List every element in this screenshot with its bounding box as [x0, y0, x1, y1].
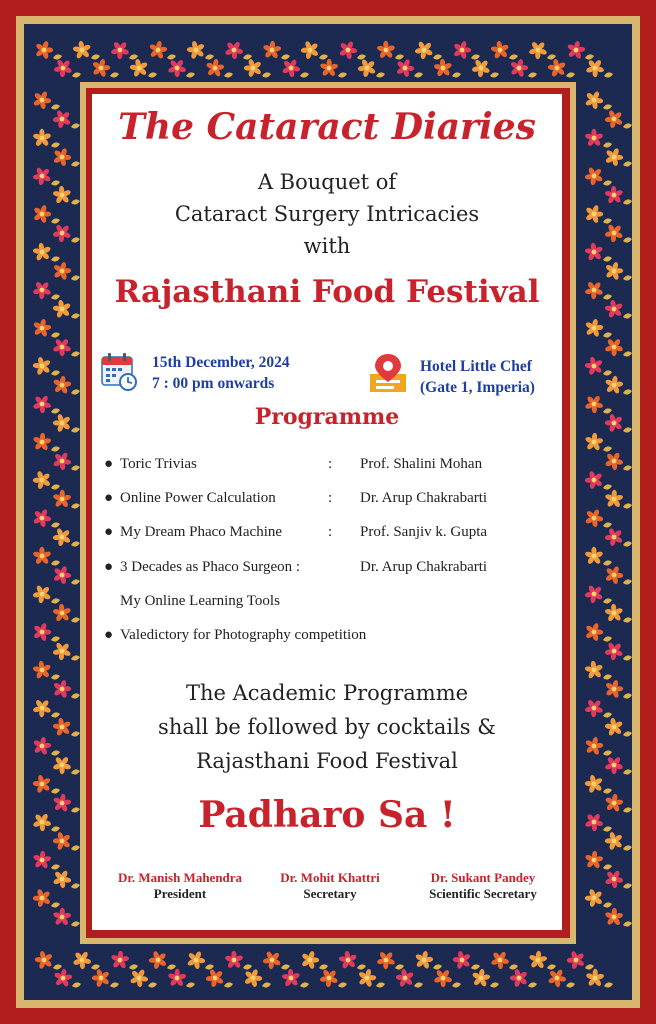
floral-motif-icon — [585, 59, 613, 78]
floral-motif-icon — [433, 59, 461, 78]
floral-motif-icon — [585, 204, 612, 223]
subtitle-line-2: Cataract Surgery Intricacies — [174, 202, 480, 226]
floral-motif-icon — [604, 490, 632, 509]
floral-motif-icon — [33, 470, 60, 489]
floral-motif-icon — [567, 40, 594, 59]
calendar-icon — [100, 352, 138, 392]
floral-motif-icon — [53, 452, 80, 471]
floral-motif-icon — [585, 888, 612, 907]
academic-line-2: shall be followed by cocktails & — [158, 715, 496, 739]
floral-motif-icon — [604, 908, 632, 927]
floral-motif-icon — [187, 40, 214, 59]
floral-motif-icon — [585, 851, 612, 870]
floral-motif-icon — [604, 604, 632, 623]
floral-motif-icon — [585, 470, 612, 489]
floral-motif-icon — [604, 224, 632, 243]
floral-motif-icon — [529, 951, 556, 970]
floral-motif-icon — [32, 547, 60, 566]
signatory-scientific-secretary — [408, 870, 558, 902]
floral-motif-icon — [52, 756, 80, 775]
subtitle-line-1: A Bouquet of — [257, 170, 397, 194]
signatory-role: Scientific Secretary — [429, 886, 537, 901]
floral-motif-icon — [149, 950, 176, 969]
floral-motif-icon — [225, 41, 252, 60]
floral-motif-icon — [53, 299, 80, 318]
floral-motif-icon — [605, 148, 632, 167]
floral-motif-icon — [167, 59, 195, 78]
venue-name: Hotel Little Chef — [420, 358, 532, 375]
floral-motif-icon — [338, 951, 366, 970]
floral-motif-icon — [111, 951, 138, 970]
floral-motif-icon — [53, 261, 80, 280]
bullet-icon: ● — [104, 490, 114, 506]
floral-motif-icon — [33, 356, 60, 375]
floral-motif-icon — [567, 950, 594, 969]
programme-speaker: Prof. Sanjiv k. Gupta — [360, 524, 488, 540]
floral-motif-icon — [415, 950, 442, 969]
floral-motif-icon — [32, 129, 60, 148]
signatory-secretary — [260, 870, 400, 902]
floral-motif-icon — [605, 452, 632, 471]
programme-speaker: Prof. Shalini Mohan — [360, 456, 483, 472]
programme-speaker: Dr. Arup Chakrabarti — [360, 490, 488, 506]
floral-motif-icon — [471, 59, 499, 78]
floral-motif-icon — [53, 717, 80, 736]
closing-greeting: Padharo Sa ! — [198, 794, 456, 836]
floral-motif-icon — [33, 585, 60, 604]
floral-motif-icon — [584, 395, 612, 414]
floral-motif-icon — [92, 968, 119, 987]
bullet-icon: ● — [104, 559, 114, 575]
programme-topic: Valedictory for Photography competition — [120, 627, 367, 643]
signatory-role: Secretary — [303, 886, 357, 901]
floral-motif-icon — [53, 679, 80, 698]
floral-motif-icon — [149, 40, 176, 59]
floral-motif-icon — [53, 59, 81, 78]
floral-motif-icon — [604, 756, 632, 775]
floral-motif-icon — [585, 774, 612, 793]
floral-motif-icon — [585, 91, 612, 110]
floral-motif-icon — [376, 951, 404, 970]
floral-motif-icon — [605, 376, 632, 395]
floral-motif-icon — [73, 951, 100, 970]
floral-motif-icon — [53, 528, 80, 547]
academic-note — [92, 676, 562, 778]
festival-heading: Rajasthani Food Festival — [114, 274, 540, 310]
floral-motif-icon — [453, 40, 480, 59]
floral-motif-icon — [224, 951, 252, 970]
floral-motif-icon — [52, 186, 80, 205]
floral-motif-icon — [35, 950, 62, 969]
floral-motif-icon — [35, 40, 62, 59]
floral-motif-icon — [585, 622, 612, 641]
floral-motif-icon — [187, 951, 214, 970]
floral-motif-icon — [282, 59, 309, 78]
floral-motif-icon — [584, 281, 612, 300]
floral-motif-icon — [52, 642, 80, 661]
event-date: 15th December, 2024 — [152, 354, 290, 371]
floral-motif-icon — [604, 186, 632, 205]
floral-motif-icon — [433, 969, 461, 988]
floral-motif-icon — [32, 661, 60, 680]
floral-motif-icon — [605, 679, 632, 698]
floral-motif-icon — [528, 41, 556, 60]
floral-motif-icon — [604, 338, 632, 357]
floral-motif-icon — [167, 969, 195, 988]
floral-motif-icon — [585, 969, 613, 988]
floral-motif-icon — [301, 40, 328, 59]
floral-motif-icon — [339, 41, 366, 60]
floral-motif-icon — [52, 490, 80, 509]
floral-motif-icon — [110, 41, 138, 60]
floral-motif-icon — [53, 870, 80, 889]
poster-title: The Cataract Diaries — [118, 106, 536, 148]
floral-motif-icon — [585, 318, 612, 337]
bullet-icon: ● — [104, 524, 114, 540]
floral-motif-icon — [32, 813, 60, 832]
programme-heading: Programme — [254, 404, 400, 430]
floral-motif-icon — [584, 243, 612, 262]
floral-motif-icon — [584, 661, 612, 680]
floral-motif-icon — [32, 395, 60, 414]
venue-detail: (Gate 1, Imperia) — [420, 379, 535, 396]
floral-motif-icon — [605, 831, 632, 850]
floral-motif-icon — [605, 793, 632, 812]
bullet-icon: ● — [104, 456, 114, 472]
floral-motif-icon — [52, 908, 80, 927]
signatory-president — [100, 870, 260, 902]
floral-motif-icon — [33, 167, 60, 186]
floral-motif-icon — [244, 58, 271, 77]
floral-motif-icon — [206, 969, 233, 988]
floral-motif-icon — [604, 642, 632, 661]
floral-motif-icon — [33, 318, 60, 337]
floral-motif-icon — [33, 91, 60, 110]
programme-topic: Toric Trivias — [120, 456, 197, 472]
floral-motif-icon — [72, 41, 100, 60]
floral-motif-icon — [53, 147, 80, 166]
floral-motif-icon — [358, 968, 385, 987]
programme-topic: My Dream Phaco Machine — [120, 524, 283, 540]
floral-motif-icon — [605, 528, 632, 547]
floral-motif-icon — [585, 356, 612, 375]
floral-motif-icon — [584, 129, 612, 148]
programme-colon: : — [328, 490, 333, 506]
floral-motif-icon — [281, 969, 309, 988]
floral-motif-icon — [548, 969, 575, 988]
event-datetime — [152, 352, 290, 394]
programme-topic: My Online Learning Tools — [120, 593, 280, 609]
floral-motif-icon — [414, 41, 442, 60]
floral-motif-icon — [548, 58, 575, 77]
floral-motif-icon — [54, 969, 81, 988]
floral-motif-icon — [585, 585, 612, 604]
programme-topic: 3 Decades as Phaco Surgeon : — [120, 559, 301, 575]
floral-motif-icon — [32, 699, 60, 718]
floral-motif-icon — [605, 413, 632, 432]
location-pin-icon — [366, 352, 410, 394]
floral-motif-icon — [53, 413, 80, 432]
poster-content — [92, 94, 562, 930]
floral-motif-icon — [319, 969, 347, 988]
floral-motif-icon — [585, 433, 612, 452]
floral-motif-icon — [52, 338, 80, 357]
floral-motif-icon — [33, 622, 60, 641]
floral-motif-icon — [605, 299, 632, 318]
floral-motif-icon — [32, 243, 60, 262]
floral-motif-icon — [52, 604, 80, 623]
floral-motif-icon — [605, 261, 632, 280]
programme-colon: : — [328, 524, 333, 540]
floral-motif-icon — [130, 969, 157, 988]
subtitle-line-3: with — [303, 234, 351, 258]
floral-motif-icon — [605, 717, 632, 736]
floral-motif-icon — [53, 565, 80, 584]
event-time: 7 : 00 pm onwards — [152, 375, 275, 392]
floral-motif-icon — [53, 376, 80, 395]
floral-motif-icon — [605, 566, 632, 585]
floral-motif-icon — [33, 736, 60, 755]
floral-motif-icon — [510, 968, 537, 987]
signatory-name: Dr. Mohit Khattri — [280, 870, 380, 885]
floral-motif-icon — [53, 831, 80, 850]
floral-motif-icon — [510, 58, 537, 77]
floral-motif-icon — [130, 58, 157, 77]
floral-motif-icon — [52, 224, 80, 243]
signatory-name: Dr. Sukant Pandey — [430, 870, 536, 885]
floral-motif-icon — [33, 888, 60, 907]
floral-motif-icon — [453, 950, 480, 969]
academic-line-1: The Academic Programme — [185, 681, 469, 705]
floral-motif-icon — [33, 509, 60, 528]
floral-motif-icon — [92, 58, 119, 77]
floral-motif-icon — [584, 547, 612, 566]
floral-motif-icon — [33, 204, 60, 223]
floral-motif-icon — [53, 794, 80, 813]
event-venue — [420, 356, 535, 398]
bullet-icon: ● — [104, 627, 114, 643]
floral-motif-icon — [585, 736, 612, 755]
floral-motif-icon — [319, 59, 347, 78]
signatory-role: President — [153, 886, 207, 901]
floral-motif-icon — [584, 699, 612, 718]
floral-motif-icon — [585, 167, 612, 186]
floral-motif-icon — [263, 41, 290, 60]
academic-line-3: Rajasthani Food Festival — [196, 749, 458, 773]
floral-motif-icon — [33, 851, 60, 870]
floral-motif-icon — [376, 41, 404, 60]
floral-motif-icon — [490, 41, 518, 60]
floral-motif-icon — [396, 58, 423, 77]
floral-motif-icon — [32, 281, 60, 300]
floral-motif-icon — [396, 968, 423, 987]
floral-motif-icon — [358, 59, 385, 78]
floral-motif-icon — [491, 951, 518, 970]
floral-motif-icon — [585, 509, 612, 528]
floral-motif-icon — [33, 433, 60, 452]
programme-colon: : — [328, 456, 333, 472]
floral-motif-icon — [262, 951, 290, 970]
floral-motif-icon — [301, 950, 328, 969]
floral-motif-icon — [605, 870, 632, 889]
programme-topic: Online Power Calculation — [120, 490, 276, 506]
floral-motif-icon — [53, 110, 80, 129]
programme-speaker: Dr. Arup Chakrabarti — [360, 559, 488, 575]
floral-motif-icon — [472, 969, 499, 988]
floral-motif-icon — [206, 59, 233, 78]
floral-motif-icon — [33, 774, 60, 793]
floral-motif-icon — [244, 968, 271, 987]
floral-motif-icon — [584, 813, 612, 832]
signatory-name: Dr. Manish Mahendra — [117, 870, 243, 885]
floral-motif-icon — [605, 110, 632, 129]
